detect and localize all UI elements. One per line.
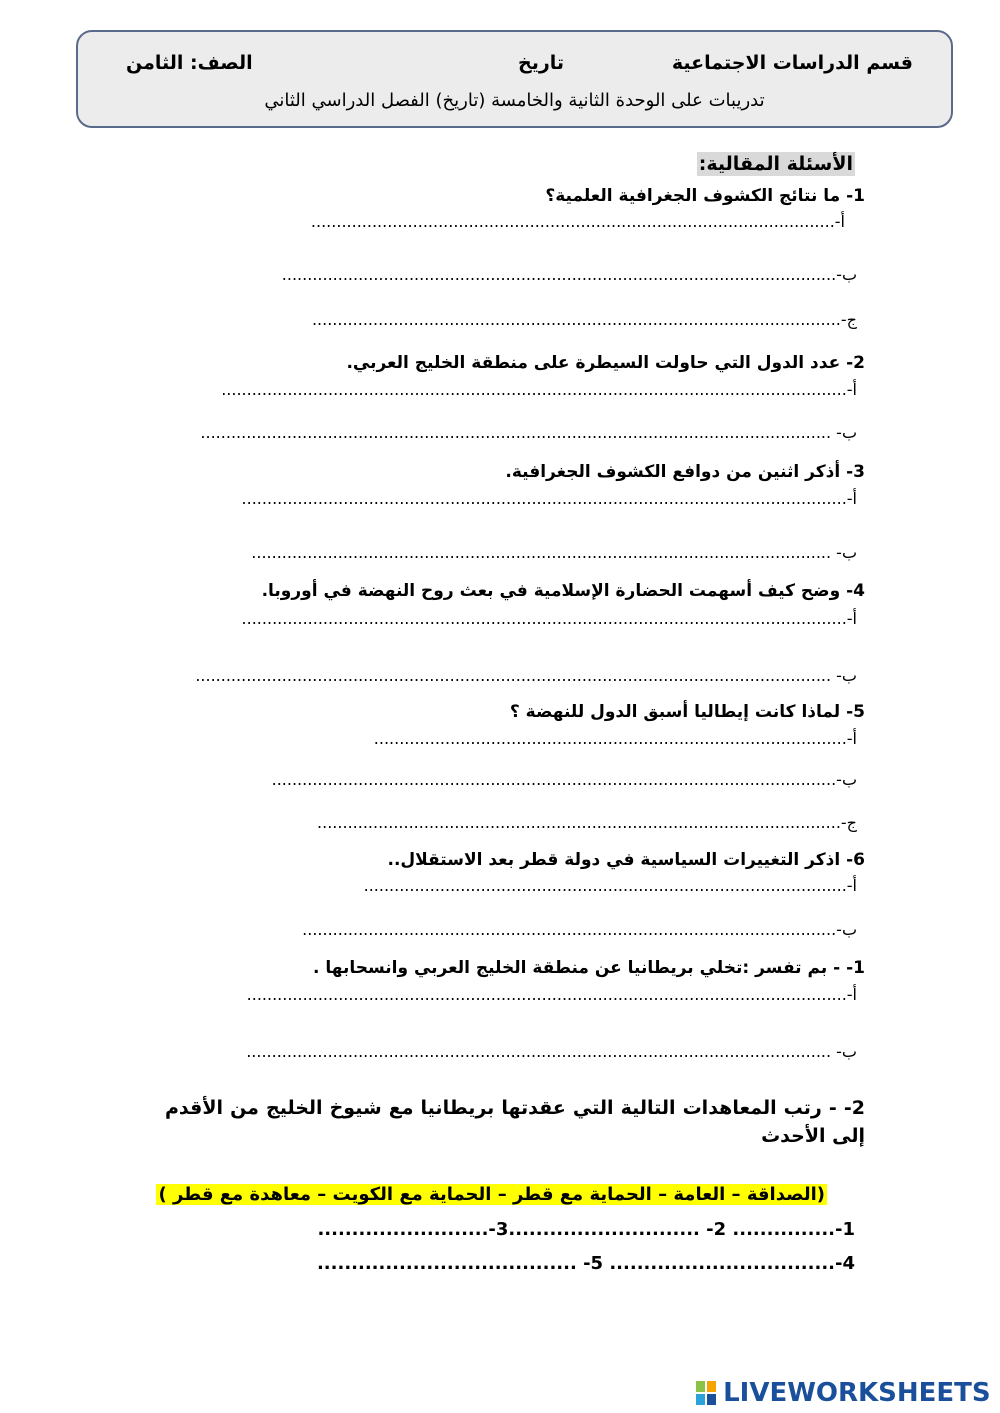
answer-line[interactable]: أ-.............................................................................................: [373, 729, 857, 748]
question-5: 5- لماذا كانت إيطاليا أسبق الدول للنهضة ؟: [509, 702, 865, 722]
question-6: 6- اذكر التغييرات السياسية في دولة قطر بعد الاستقلال..: [387, 850, 865, 870]
question-3: 3- أذكر اثنين من دوافع الكشوف الجغرافية.: [505, 462, 865, 482]
answer-line[interactable]: أ-...........................................................................................................................: [221, 380, 857, 399]
answer-line[interactable]: ب- ..................................................................................................................: [251, 543, 857, 562]
answer-line[interactable]: ج-........................................................................................................: [311, 310, 857, 329]
answer-line[interactable]: ب- ............................................................................................................................: [200, 423, 857, 442]
answer-line[interactable]: أ-.......................................................................................................................: [241, 489, 857, 508]
answer-line[interactable]: أ-......................................................................................................................: [246, 985, 857, 1004]
answer-line[interactable]: ب-...............................................................................................................: [271, 770, 857, 789]
answer-line[interactable]: ب- ...................................................................................................................: [246, 1042, 857, 1061]
answer-line[interactable]: ب-.............................................................................................................: [281, 265, 857, 284]
answer-line[interactable]: ب-.........................................................................................................: [302, 920, 857, 939]
answer-line[interactable]: أ-...............................................................................................: [363, 876, 857, 895]
question-1: 1- ما نتائج الكشوف الجغرافية العلمية؟: [545, 186, 865, 206]
question-4: 4- وضح كيف أسهمت الحضارة الإسلامية في بعث روح النهضة في أوروبا.: [261, 581, 865, 601]
section-title: الأسئلة المقالية:: [698, 153, 853, 175]
grade-label: الصف: الثامن: [126, 52, 253, 74]
header-subtitle: تدريبات على الوحدة الثانية والخامسة (تاريخ) الفصل الدراسي الثاني: [264, 90, 765, 111]
ordering-question: 2- - رتب المعاهدات التالية التي عقدتها بريطانيا مع شيوخ الخليج من الأقدم إلى الأحدث: [165, 1097, 865, 1147]
ordering-line-1[interactable]: 1-............... 2- ............................3-.........................: [317, 1219, 855, 1240]
department-label: قسم الدراسات الاجتماعية: [671, 52, 913, 74]
answer-line[interactable]: أ-.......................................................................................................: [310, 212, 845, 231]
ordering-options: (الصداقة – العامة – الحماية مع قطر – الحماية مع الكويت – معاهدة مع قطر ): [158, 1184, 825, 1205]
answer-line[interactable]: ج-.......................................................................................................: [317, 813, 857, 832]
subject-label: تاريخ: [518, 52, 565, 74]
answer-line[interactable]: أ-.......................................................................................................................: [241, 609, 857, 628]
brand-logo: [696, 1378, 991, 1408]
question-2: 2- عدد الدول التي حاولت السيطرة على منطقة الخليج العربي.: [346, 353, 865, 373]
worksheet-logo-icon: [696, 1381, 716, 1405]
brand-name: LIVEWORKSHEETS: [723, 1378, 991, 1408]
question-explain: 1- - بم تفسر :تخلي بريطانيا عن منطقة الخليج العربي وانسحابها .: [312, 958, 865, 978]
answer-line[interactable]: ب- .............................................................................................................................: [195, 666, 857, 685]
ordering-line-2[interactable]: 4-................................. 5- ......................................: [316, 1253, 855, 1274]
